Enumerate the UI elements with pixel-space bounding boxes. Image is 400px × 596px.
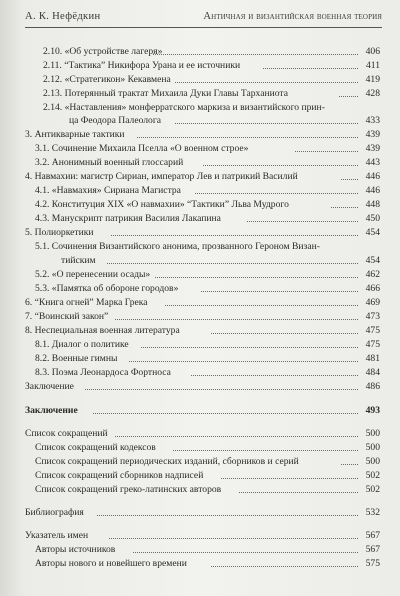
toc-entry-label: 2.11. “Тактика” Никифора Урана и ее источники — [43, 60, 241, 71]
toc-leader-dots — [339, 96, 358, 97]
toc-entry-page: 411 — [365, 60, 380, 71]
toc-leader-dots — [111, 235, 358, 236]
toc-entry-page: 428 — [365, 88, 380, 99]
toc-entry-label-continued: ца Феодора Палеолога — [69, 115, 162, 126]
toc-entry-label: 5. Полиоркетики — [25, 227, 94, 238]
toc-entry — [25, 366, 380, 379]
toc-leader-dots — [263, 68, 358, 69]
toc-entry-label: Заключение — [25, 405, 78, 416]
toc-entry-page: 439 — [365, 129, 380, 140]
toc-entry-label: Список сокращений сборников надписей — [35, 470, 204, 481]
toc-leader-dots — [201, 291, 358, 292]
toc-entry — [25, 101, 380, 114]
toc-leader-dots — [129, 361, 358, 362]
toc-entry-label: Список сокращений периодических изданий, сборников и серий — [35, 456, 299, 467]
toc-leader-dots — [173, 450, 358, 451]
toc-entry — [25, 506, 380, 519]
toc-entry — [25, 557, 380, 570]
toc-entry-page: 469 — [365, 297, 380, 308]
toc-leader-dots — [221, 478, 358, 479]
toc-entry — [25, 310, 380, 323]
header-author: А. К. Нефёдкин — [25, 11, 101, 22]
toc-leader-dots — [97, 515, 358, 516]
toc-entry-label: Указатель имен — [25, 530, 89, 541]
toc-leader-dots — [115, 319, 358, 320]
toc-leader-dots — [115, 436, 358, 437]
toc-entry — [25, 352, 380, 365]
toc-entry — [25, 324, 380, 337]
toc-leader-dots — [195, 193, 358, 194]
toc-entry-page: 473 — [365, 311, 380, 322]
toc-leader-dots — [239, 492, 358, 493]
toc-entry-label: 5.2. «О перенесении осады» — [35, 269, 151, 280]
toc-entry-label-continued: тийским — [61, 255, 96, 266]
toc-entry-page: 484 — [365, 367, 380, 378]
toc-entry-label: 4.2. Конституция XIX «О навмахии» “Тактики” Льва Мудрого — [35, 199, 289, 210]
toc-entry-label: 5.3. «Памятка об обороне городов» — [35, 283, 179, 294]
toc-entry-page: 567 — [365, 544, 380, 555]
toc-entry — [25, 455, 380, 468]
toc-entry — [25, 404, 380, 417]
toc-entry-page: 439 — [365, 143, 380, 154]
toc-entry-page: 419 — [365, 74, 380, 85]
toc-leader-dots — [85, 389, 358, 390]
toc-entry-continued — [25, 114, 380, 127]
toc-leader-dots — [155, 277, 358, 278]
toc-entry-page: 502 — [365, 484, 380, 495]
toc-entry-label: Список сокращений — [25, 428, 108, 439]
toc-entry — [25, 45, 380, 58]
toc-leader-dots — [93, 413, 358, 414]
toc-leader-dots — [211, 333, 358, 334]
toc-entry — [25, 73, 380, 86]
toc-entry-label: 4.3. Манускрипт патрикия Василия Лакапина — [35, 213, 221, 224]
toc-leader-dots — [133, 552, 358, 553]
toc-entry — [25, 240, 380, 253]
toc-leader-dots — [331, 207, 358, 208]
toc-entry-label: 3.1. Сочинение Михаила Пселла «О военном строе» — [35, 143, 249, 154]
toc-entry-page: 475 — [365, 325, 380, 336]
toc-entry-page: 486 — [365, 381, 380, 392]
toc-entry-label: 8.1. Диалог о политике — [35, 339, 129, 350]
toc-entry-label: Список сокращений кодексов — [35, 442, 156, 453]
running-header — [25, 9, 382, 28]
toc-entry-page: 575 — [365, 558, 380, 569]
toc-leader-dots — [247, 221, 358, 222]
toc-leader-dots — [341, 179, 358, 180]
toc-entry — [25, 170, 380, 183]
toc-leader-dots — [175, 82, 358, 83]
toc-entry-page: 454 — [365, 227, 380, 238]
toc-entry-page: 443 — [365, 157, 380, 168]
toc-entry — [25, 226, 380, 239]
toc-entry-continued — [25, 254, 380, 267]
toc-entry-page: 500 — [365, 442, 380, 453]
toc-entry-page: 454 — [365, 255, 380, 266]
toc-entry-label: 8.2. Военные гимны — [35, 353, 118, 364]
toc-entry-page: 493 — [365, 405, 380, 416]
toc-entry-label: 4. Навмахии: магистр Сириан, император Лев и патрикий Василий — [25, 171, 298, 182]
toc-leader-dots — [203, 165, 358, 166]
toc-entry-page: 448 — [365, 199, 380, 210]
toc-leader-dots — [141, 347, 358, 348]
toc-leader-dots — [175, 123, 358, 124]
toc-entry-page: 475 — [365, 339, 380, 350]
toc-entry-label: 3.2. Анонимный военный глоссарий — [35, 157, 184, 168]
toc-leader-dots — [191, 375, 358, 376]
toc-entry — [25, 87, 380, 100]
toc-entry-label: 7. “Воинский закон” — [25, 311, 109, 322]
toc-entry-page: 500 — [365, 428, 380, 439]
toc-entry-label: Авторы источников — [35, 544, 116, 555]
toc-entry-label: 8.3. Поэма Леонардоса Фортноса — [35, 367, 171, 378]
toc-entry — [25, 427, 380, 440]
toc-leader-dots — [211, 566, 358, 567]
toc-entry-label: Заключение — [25, 381, 74, 392]
toc-entry — [25, 59, 380, 72]
toc-entry — [25, 128, 380, 141]
toc-entry-page: 446 — [365, 185, 380, 196]
toc-leader-dots — [107, 263, 358, 264]
toc-entry — [25, 483, 380, 496]
toc-entry-page: 450 — [365, 213, 380, 224]
toc-entry-label: 2.14. «Наставления» монферратского маркиза и византийского прин- — [43, 102, 325, 113]
toc-entry-page: 532 — [365, 507, 380, 518]
toc-entry-label: 8. Неспециальная военная литература — [25, 325, 180, 336]
toc-entry — [25, 338, 380, 351]
toc-entry — [25, 212, 380, 225]
toc-entry-label: 3. Антикварные тактики — [25, 129, 125, 140]
toc-entry-page: 466 — [365, 283, 380, 294]
toc-entry — [25, 198, 380, 211]
toc-entry — [25, 380, 380, 393]
toc-leader-dots — [137, 137, 358, 138]
toc-entry — [25, 282, 380, 295]
toc-entry — [25, 268, 380, 281]
toc-entry-label: Библиография — [25, 507, 84, 518]
toc-entry-label: Авторы нового и новейшего времени — [35, 558, 187, 569]
toc-entry-page: 433 — [365, 115, 380, 126]
toc-leader-dots — [295, 151, 358, 152]
toc-entry-page: 406 — [365, 46, 380, 57]
toc-entry-page: 446 — [365, 171, 380, 182]
toc-entry — [25, 156, 380, 169]
toc-entry — [25, 142, 380, 155]
toc-entry-label: 2.10. «Об устройстве лагеря» — [43, 46, 163, 57]
header-title: Античная и византийская военная теория — [203, 11, 382, 22]
toc-entry-label: 2.12. «Стратегикон» Кекавмена — [43, 74, 171, 85]
toc-entry — [25, 184, 380, 197]
toc-entry — [25, 296, 380, 309]
toc-entry-label: 5.1. Сочинения Византийского анонима, прозванного Героном Визан- — [35, 241, 320, 252]
toc-entry-page: 500 — [365, 456, 380, 467]
toc-entry-label: Список сокращений греко-латинских авторов — [35, 484, 222, 495]
toc-leader-dots — [341, 464, 358, 465]
toc-entry-label: 4.1. «Навмахия» Сириана Магистра — [35, 185, 181, 196]
toc-entry-page: 481 — [365, 353, 380, 364]
toc-entry — [25, 543, 380, 556]
toc-entry-page: 567 — [365, 530, 380, 541]
toc-entry-page: 462 — [365, 269, 380, 280]
toc-leader-dots — [165, 305, 358, 306]
toc-leader-dots — [109, 538, 358, 539]
toc-entry — [25, 441, 380, 454]
toc-entry-label: 6. “Книга огней” Марка Грека — [25, 297, 148, 308]
toc-entry-label: 2.13. Потерянный трактат Михаила Дуки Главы Тарханиота — [43, 88, 288, 99]
toc-entry-page: 502 — [365, 470, 380, 481]
toc-entry — [25, 529, 380, 542]
toc-entry — [25, 469, 380, 482]
toc-leader-dots — [153, 54, 358, 55]
